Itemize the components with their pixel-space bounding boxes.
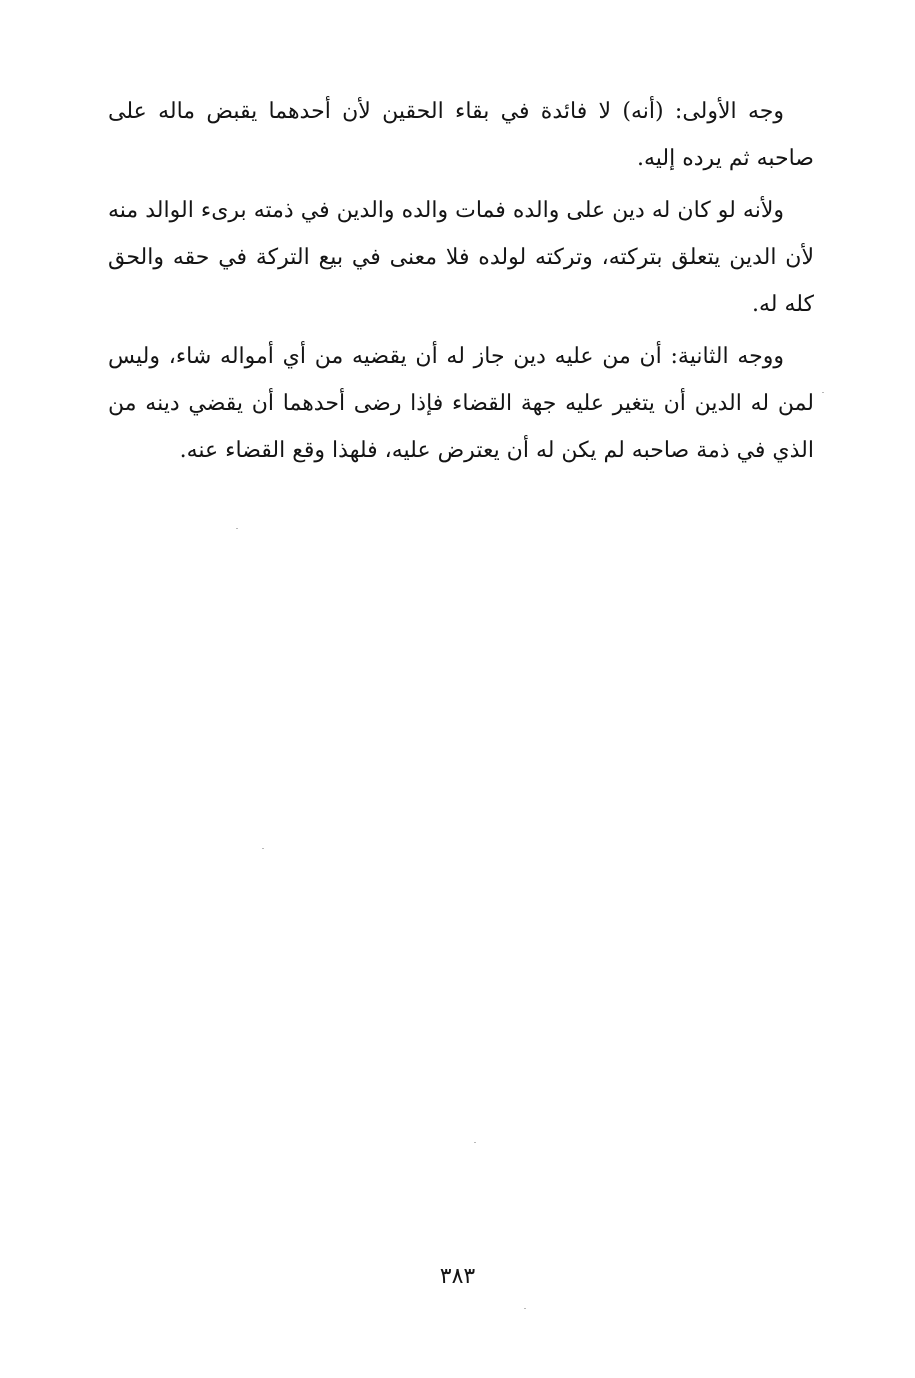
paragraph-second-aspect: ووجه الثانية: أن من عليه دين جاز له أن يقضيه من أي أمواله شاء، وليس لمن له الدين أن يتغير عليه جهة القضاء فإذا رضى أحدهما أن يقضي دينه من الذي في ذمة صاحبه لم يكن له أن يعترض عليه، فلهذا وقع القضاء عنه. (108, 344, 814, 463)
text-body (108, 88, 814, 479)
page-number: ٣٨٣ (439, 1264, 476, 1289)
scan-speck (474, 1142, 476, 1143)
scan-speck (262, 848, 264, 849)
paragraph-debt-to-father: ولأنه لو كان له دين على والده فمات والده والدين في ذمته برىء الوالد منه لأن الدين يتعلق بتركته، وتركته لولده فلا معنى في بيع التركة في حقه والحق كله له. (108, 198, 814, 317)
scan-speck (236, 528, 238, 529)
scan-speck (524, 1308, 526, 1309)
paragraph-first-aspect: وجه الأولى: (أنه) لا فائدة في بقاء الحقين لأن أحدهما يقبض ماله على صاحبه ثم يرده إليه. (108, 99, 814, 171)
scan-speck (822, 392, 824, 393)
